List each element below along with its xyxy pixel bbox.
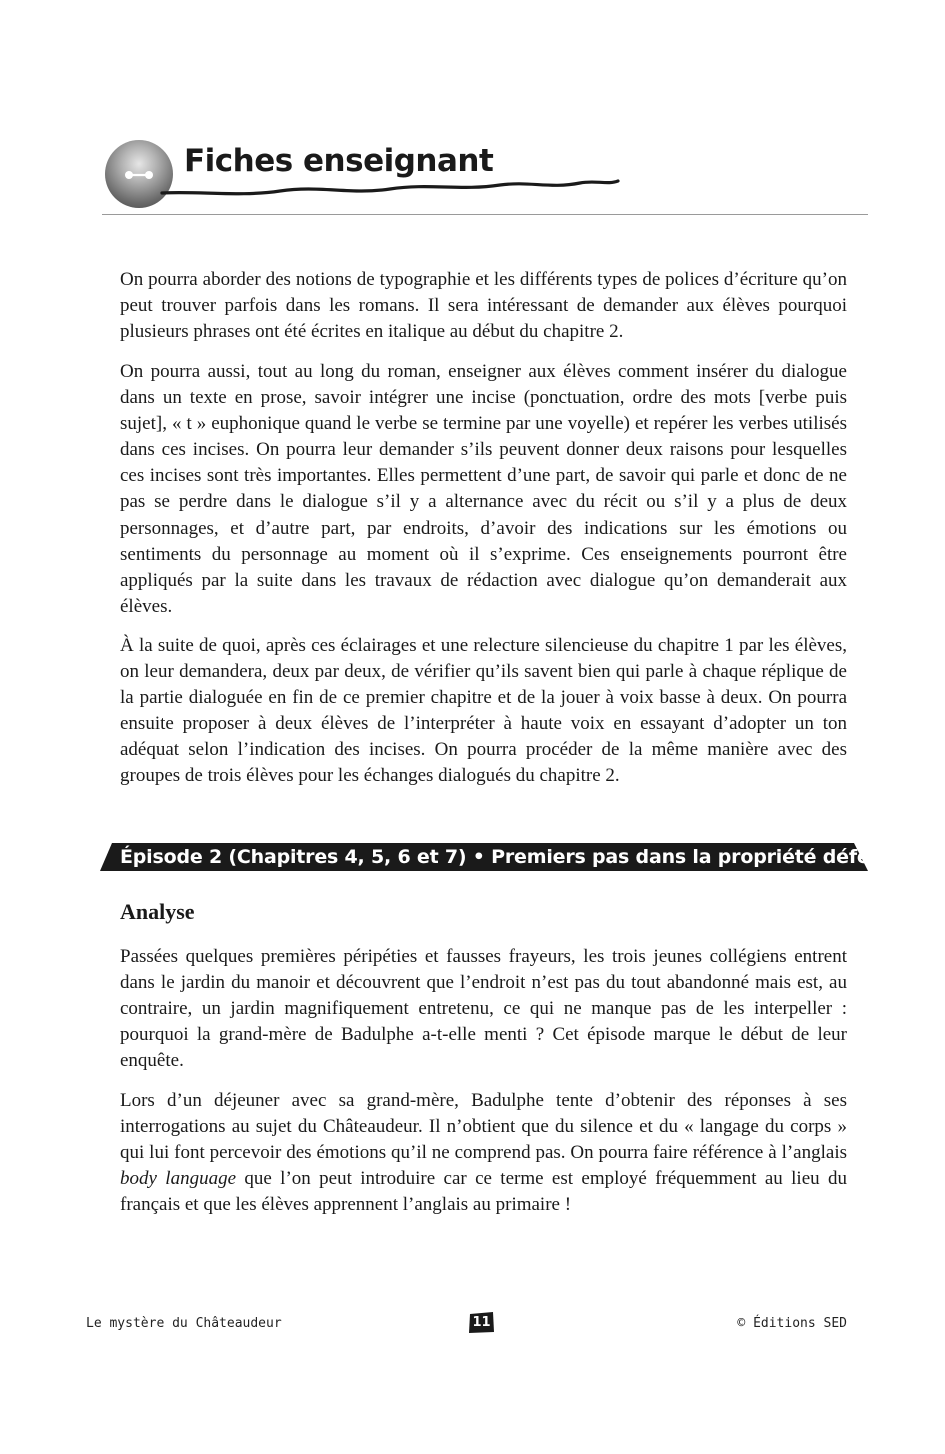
page-number-badge	[468, 1311, 495, 1334]
episode-title: Épisode 2 (Chapitres 4, 5, 6 et 7) • Premiers pas dans la propriété défendue	[120, 846, 923, 868]
analyse-paragraph-1: Passées quelques premières péripéties et fausses frayeurs, les trois jeunes collégiens entrent dans le jardin du manoir et découvrent que l’endroit n’est pas du tout abandonné mais est, au contraire, un jardin magnifiquement entretenu, ce qui ne manque pas de les interpeller : pourquoi la grand-mère de Badulphe a-t-elle menti ? Cet épisode marque le début de leur enquête.	[120, 946, 847, 1072]
analyse-paragraph-2-italic: body language	[120, 1168, 237, 1190]
footer-publisher: © Éditions SED	[737, 1316, 847, 1331]
page-header	[100, 135, 870, 220]
intro-paragraph-2: On pourra aussi, tout au long du roman, enseigner aux élèves comment insérer du dialogue dans un texte en prose, savoir intégrer une incise (ponctuation, ordre des mots [verbe puis sujet], « t » euphonique quand le verbe se termine par une voyelle) et repérer les verbes utilisés dans ces incises. On pourra leur demander s’ils peuvent donner deux raisons pour lesquelles ces incises sont très importantes. Elles permettent d’une part, de savoir qui parle et donc de ne pas se perdre dans le dialogue s’il y a alternance avec du récit ou s’il y a plus de deux personnages, et d’autre part, par endroits, d’avoir des indications sur les émotions ou sentiments du personnage au moment où il s’exprime. Ces enseignements pourront être appliqués par la suite dans les travaux de rédaction avec dialogue qu’on demanderait aux élèves.	[120, 361, 847, 617]
intro-paragraph-3: À la suite de quoi, après ces éclairages et une relecture silencieuse du chapitre 1 par les élèves, on leur demandera, deux par deux, de vérifier qu’ils savent bien qui parle à chaque réplique de la partie dialoguée en fin de ce premier chapitre et de la jouer à voix basse à deux. On pourra ensuite proposer à deux élèves de l’interpréter à haute voix en essayant d’adopter un ton adéquat selon l’indication des incises. On pourra procéder de la même manière avec des groupes de trois élèves pour les échanges dialogués du chapitre 2.	[120, 635, 847, 787]
analyse-heading: Analyse	[120, 899, 195, 924]
analyse-paragraph-2	[120, 1088, 847, 1218]
header-divider	[102, 214, 868, 215]
analyse-paragraph-2-start: Lors d’un déjeuner avec sa grand-mère, Badulphe tente d’obtenir des réponses à ses interrogations au sujet du Châteaudeur. Il n’obtient que du silence et du « langage du corps » qui lui font percevoir des émotions qu’il ne comprend pas. On pourra faire référence à l’anglais	[120, 1090, 847, 1164]
page-number: 11	[472, 1315, 491, 1330]
intro-paragraph-1: On pourra aborder des notions de typographie et les différents types de polices d’écriture qu’on peut trouver parfois dans les romans. Il sera intéressant de demander aux élèves pourquoi plusieurs phrases ont été écrites en italique au début du chapitre 2.	[120, 269, 847, 343]
footer-book-title: Le mystère du Châteaudeur	[86, 1316, 282, 1331]
episode-banner	[100, 843, 923, 873]
wave-decoration-icon	[160, 175, 620, 205]
analyse-paragraph-2-end: que l’on peut introduire car ce terme est employé fréquemment au lieu du français et que les élèves apprennent l’anglais au primaire !	[120, 1168, 847, 1216]
page-title: Fiches enseignant	[184, 143, 494, 179]
